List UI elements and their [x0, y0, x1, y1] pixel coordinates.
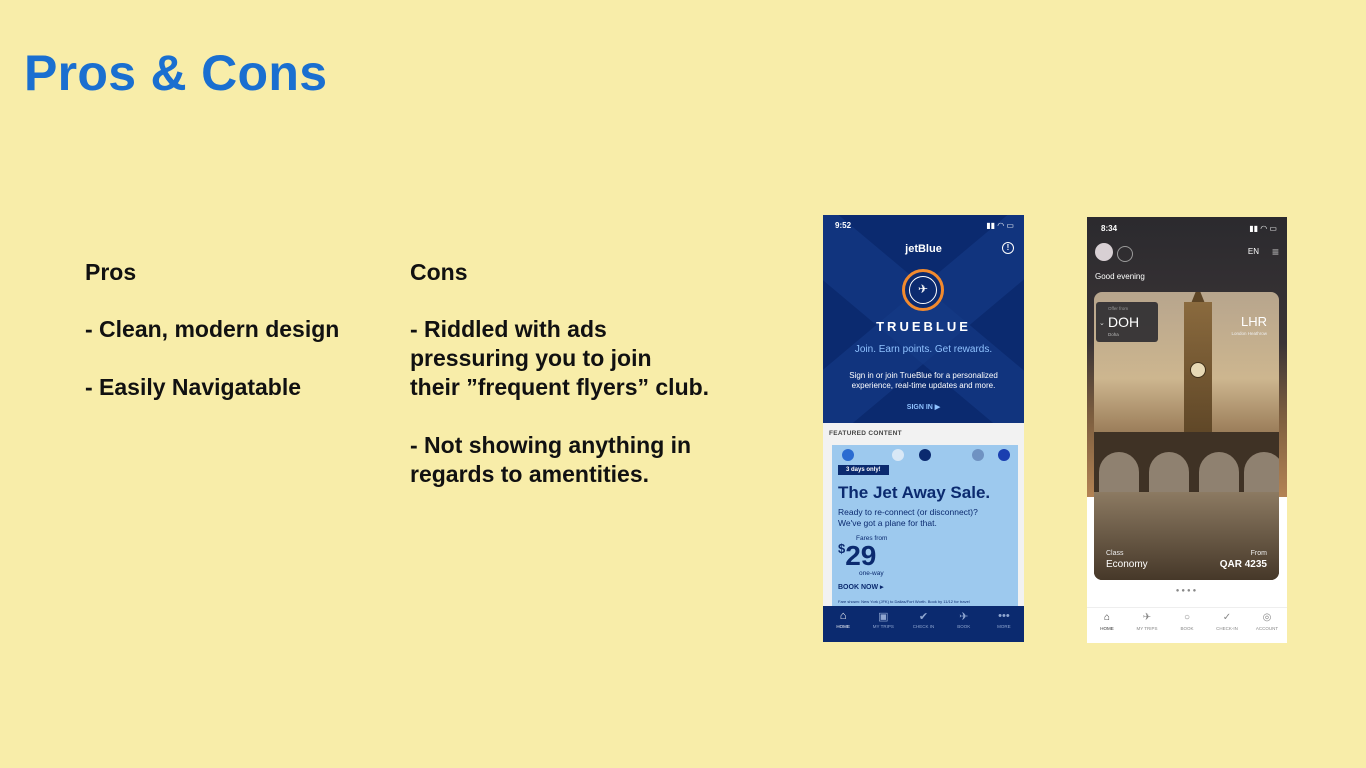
plane-icon: ✈ [959, 611, 969, 623]
tab-check-in[interactable]: ✔ CHECK IN [903, 606, 943, 642]
class-label: Class [1106, 550, 1124, 557]
trueblue-description: Sign in or join TrueBlue for a personalized experience, real-time updates and more. [849, 371, 998, 390]
promo-headline: The Jet Away Sale. [838, 483, 991, 502]
promo-pill: 3 days only! [838, 465, 889, 475]
jetblue-logo: jetBlue [905, 243, 942, 255]
tab-more[interactable]: ••• MORE [984, 606, 1024, 642]
promo-body: Ready to re-connect (or disconnect)? We've got a plane for that. [838, 507, 978, 528]
sign-in-link[interactable]: SIGN IN ▶ [906, 404, 941, 411]
promo-card[interactable] [832, 445, 1018, 610]
tab-book[interactable]: ○ BOOK [1167, 608, 1207, 643]
tab-home[interactable]: ⌂ HOME [1087, 608, 1127, 643]
cons-item: - Riddled with ads pressuring you to join their ”frequent flyers” club. [410, 316, 710, 400]
price-from-label: From [1250, 550, 1267, 557]
status-time: 9:52 [835, 221, 852, 230]
menu-icon[interactable]: ≡ [1271, 245, 1279, 259]
promo-price [838, 540, 876, 572]
currency-symbol: $ [838, 541, 846, 556]
destination-code: LHR [1240, 314, 1267, 329]
greeting: Good evening [1095, 272, 1145, 281]
search-icon: ○ [1183, 612, 1191, 623]
more-icon: ••• [998, 610, 1010, 622]
oneworld-logo-icon [1117, 246, 1133, 262]
status-time: 8:34 [1101, 224, 1118, 233]
jetblue-tab-bar [823, 606, 1024, 642]
pros-column [85, 258, 385, 402]
qatar-app-screenshot [1087, 217, 1287, 643]
book-now-link[interactable]: BOOK NOW ▸ [838, 584, 884, 591]
tab-my-trips[interactable]: ▣ MY TRIPS [863, 606, 903, 642]
decor-dot [842, 449, 854, 461]
pros-heading: Pros [85, 259, 137, 285]
status-icons: ▮▮ ◠ ▭ [986, 221, 1014, 230]
origin-code: DOH [1108, 314, 1140, 330]
trips-icon: ✈ [1142, 612, 1152, 623]
origin-city: Doha [1108, 332, 1119, 337]
trueblue-wordmark: TRUEBLUE [876, 319, 971, 334]
tab-my-trips[interactable]: ✈ MY TRIPS [1127, 608, 1167, 643]
chevron-down-icon: ⌄ [1099, 320, 1105, 327]
fine-print: Fare shown: New York (JFK) to Dallas/Fort Worth. Book by 11/12 for travel [838, 599, 970, 604]
slide-title: Pros & Cons [24, 45, 328, 101]
cons-heading: Cons [410, 259, 468, 285]
decor-dot [972, 449, 984, 461]
home-icon: ⌂ [1103, 612, 1111, 623]
trueblue-badge-icon: ✈ [902, 269, 944, 311]
fares-from-label: Fares from [856, 535, 888, 542]
luggage-icon: ▣ [878, 611, 889, 623]
trueblue-banner [823, 215, 1024, 423]
cons-column [410, 258, 770, 489]
offer-price: QAR 4235 [1219, 559, 1267, 570]
featured-content-label: FEATURED CONTENT [829, 430, 902, 437]
status-icons: ▮▮ ◠ ▭ [1249, 224, 1277, 233]
origin-label: Offer from [1108, 306, 1129, 311]
price-value: 29 [845, 540, 877, 571]
qatar-logo-icon [1095, 243, 1113, 261]
account-icon: ◎ [1262, 612, 1272, 623]
tab-account[interactable]: ◎ ACCOUNT [1247, 608, 1287, 643]
tab-check-in[interactable]: ✓ CHECK-IN [1207, 608, 1247, 643]
checkin-icon: ✓ [1222, 612, 1232, 623]
decor-dot [919, 449, 931, 461]
one-way-label: one-way [859, 570, 884, 577]
tab-home[interactable]: ⌂ HOME [823, 606, 863, 642]
pros-item: - Clean, modern design [85, 316, 340, 342]
info-icon[interactable]: ! [1002, 242, 1014, 254]
language-selector[interactable]: EN [1247, 247, 1259, 256]
carousel-dots[interactable]: ●●●● [1175, 588, 1199, 594]
decor-dot [998, 449, 1010, 461]
class-value: Economy [1106, 559, 1148, 570]
jetblue-app-screenshot [823, 215, 1024, 642]
pros-item: - Easily Navigatable [85, 374, 302, 400]
home-icon: ⌂ [839, 610, 847, 622]
check-icon: ✔ [918, 611, 929, 623]
cons-item: - Not showing anything in regards to amentities. [410, 432, 692, 487]
tab-book[interactable]: ✈ BOOK [944, 606, 984, 642]
origin-selector[interactable] [1096, 302, 1158, 342]
qatar-tab-bar [1087, 607, 1287, 643]
trueblue-tagline: Join. Earn points. Get rewards. [854, 344, 993, 355]
offer-card[interactable] [1094, 292, 1279, 580]
clock-face [1190, 362, 1206, 378]
decor-dot [892, 449, 904, 461]
destination-city: London Heathrow [1231, 331, 1267, 336]
